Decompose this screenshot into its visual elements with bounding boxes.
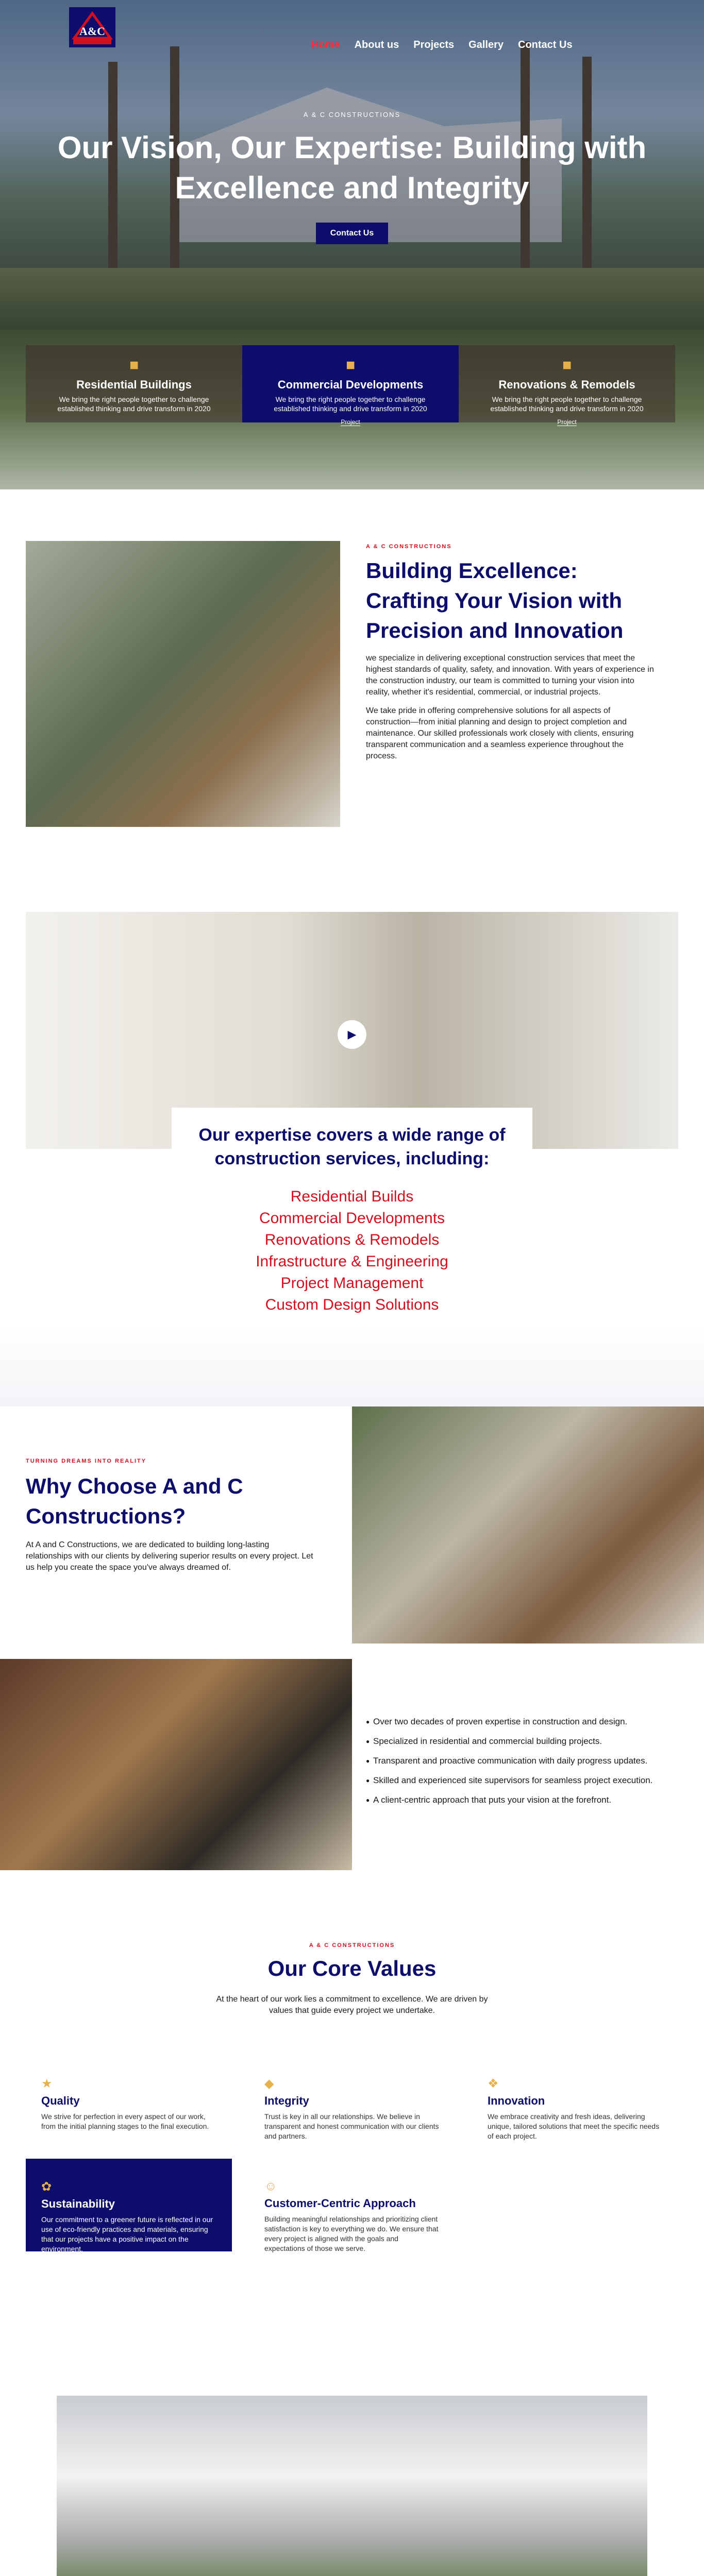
- why-image-interior: [0, 1659, 352, 1870]
- play-icon[interactable]: ▶: [338, 1020, 366, 1049]
- about-paragraph: We take pride in offering comprehensive solutions for all aspects of construction—from initial planning and design to project completion and maintenance. Our skilled professionals work closely with clients, ensuring transparent communication and a seamless experience throughout the process.: [366, 706, 634, 760]
- service-title: Renovations & Remodels: [498, 378, 635, 391]
- value-card: [249, 2159, 455, 2251]
- value-text: We strive for perfection in every aspect of our work, from the initial planning stages to the final execution.: [41, 2112, 209, 2130]
- service-project-link[interactable]: Project: [341, 418, 360, 426]
- about-section: [0, 489, 704, 881]
- value-card: [472, 2056, 678, 2148]
- list-item: Commercial Developments: [259, 1210, 445, 1227]
- building-icon: ■: [129, 357, 139, 374]
- service-card[interactable]: [459, 345, 675, 426]
- list-item: ● Specialized in residential and commercial building projects.: [366, 1735, 665, 1748]
- expertise-section: [0, 881, 704, 1406]
- building-icon: ■: [562, 357, 572, 374]
- sustainability-icon: ✿: [41, 2180, 52, 2194]
- building-icon: ■: [345, 357, 356, 374]
- list-item: Renovations & Remodels: [264, 1231, 440, 1248]
- service-card[interactable]: [26, 345, 242, 422]
- list-item: ● A client-centric approach that puts your vision at the forefront.: [366, 1794, 665, 1806]
- list-item: ● Over two decades of proven expertise in construction and design.: [366, 1716, 665, 1728]
- nav-item-gallery[interactable]: Gallery: [468, 39, 504, 50]
- service-project-link[interactable]: Project: [557, 418, 577, 426]
- value-title: Innovation: [488, 2094, 545, 2107]
- logo-mark-icon: [69, 7, 115, 47]
- main-nav: [304, 35, 580, 55]
- nav-item-home[interactable]: Home: [311, 39, 340, 50]
- values-kicker: A & C CONSTRUCTIONS: [309, 1942, 395, 1948]
- value-card: [26, 2159, 232, 2251]
- hero-content: [0, 111, 704, 244]
- list-item: Custom Design Solutions: [265, 1296, 439, 1313]
- why-choose-section: [0, 1406, 704, 1922]
- values-title: Our Core Values: [267, 1956, 437, 1980]
- site-header: [0, 0, 704, 67]
- site-logo[interactable]: [69, 7, 115, 47]
- list-item: Project Management: [280, 1275, 424, 1292]
- nav-item-about[interactable]: About us: [354, 39, 399, 50]
- about-image: [26, 541, 340, 827]
- why-text: At A and C Constructions, we are dedicated to building long-lasting relationships with our clients by delivering superior results on every project. Let us help you create the space you've always dreamed of.: [26, 1540, 313, 1572]
- value-text: Trust is key in all our relationships. We believe in transparent and honest communication with our clients and partners.: [264, 2112, 439, 2140]
- list-item: ● Transparent and proactive communication with daily progress updates.: [366, 1755, 665, 1767]
- about-paragraph: we specialize in delivering exceptional construction services that meet the highest standards of quality, safety, and innovation. With years of experience in the construction industry, our team is committed to turning your vision into reality, whether it's residential, commercial, or industrial projects.: [366, 654, 654, 697]
- expertise-list: [172, 1186, 532, 1316]
- services-section: [0, 330, 704, 489]
- core-values-section: [0, 1922, 704, 2385]
- house-photo: [57, 2396, 647, 2576]
- value-text: We embrace creativity and fresh ideas, delivering unique, tailored solutions that meet the specific needs of each project.: [488, 2112, 660, 2140]
- why-kicker: TURNING DREAMS INTO REALITY: [26, 1458, 147, 1464]
- why-image-house: [352, 1406, 704, 1643]
- value-card: [249, 2056, 455, 2148]
- innovation-icon: ❖: [488, 2077, 499, 2091]
- contact-us-button[interactable]: Contact Us: [316, 223, 388, 244]
- svg-text:A&C: A&C: [79, 25, 106, 38]
- why-title: Why Choose A and C Constructions?: [26, 1474, 243, 1528]
- value-card: [26, 2056, 232, 2148]
- service-text: We bring the right people together to challenge established thinking and drive transform in 2020: [57, 395, 211, 413]
- about-title: Building Excellence: Crafting Your Vision with Precision and Innovation: [366, 558, 624, 642]
- hero-title: Our Vision, Our Expertise: Building with Excellence and Integrity: [57, 130, 647, 205]
- value-title: Sustainability: [41, 2197, 115, 2210]
- nav-item-contact[interactable]: Contact Us: [518, 39, 573, 50]
- hero-kicker: A & C CONSTRUCTIONS: [303, 111, 401, 118]
- service-card[interactable]: [242, 345, 459, 426]
- list-item: Infrastructure & Engineering: [256, 1253, 448, 1270]
- expertise-box: [172, 1108, 532, 1324]
- expertise-title: Our expertise covers a wide range of construction services, including:: [198, 1125, 506, 1168]
- nav-item-projects[interactable]: Projects: [413, 39, 455, 50]
- why-points: [366, 1716, 665, 1814]
- list-item: ● Skilled and experienced site supervisors for seamless project execution.: [366, 1774, 665, 1787]
- about-kicker: A & C CONSTRUCTIONS: [366, 544, 452, 550]
- house-photo-section: [0, 2385, 704, 2576]
- service-text: We bring the right people together to challenge established thinking and drive transform in 2020: [274, 395, 427, 413]
- quality-icon: ★: [41, 2077, 53, 2091]
- value-title: Integrity: [264, 2094, 309, 2107]
- list-item: Residential Builds: [290, 1188, 414, 1205]
- value-text: Our commitment to a greener future is reflected in our use of eco-friendly practices and materials, ensuring that our projects have a positive impact on the environment.: [41, 2215, 213, 2253]
- service-title: Commercial Developments: [277, 378, 424, 391]
- customer-icon: ☺: [264, 2179, 277, 2193]
- value-text: Building meaningful relationships and prioritizing client satisfaction is key to everything we do. We ensure that every project is aligned with the goals and expectations of those we serve.: [264, 2215, 439, 2252]
- service-title: Residential Buildings: [76, 378, 192, 391]
- value-title: Customer-Centric Approach: [264, 2197, 416, 2210]
- values-intro: At the heart of our work lies a commitment to excellence. We are driven by values that guide every project we undertake.: [216, 1995, 488, 2015]
- integrity-icon: ◆: [264, 2077, 274, 2091]
- service-text: We bring the right people together to challenge established thinking and drive transform in 2020: [490, 395, 644, 413]
- value-title: Quality: [41, 2094, 80, 2107]
